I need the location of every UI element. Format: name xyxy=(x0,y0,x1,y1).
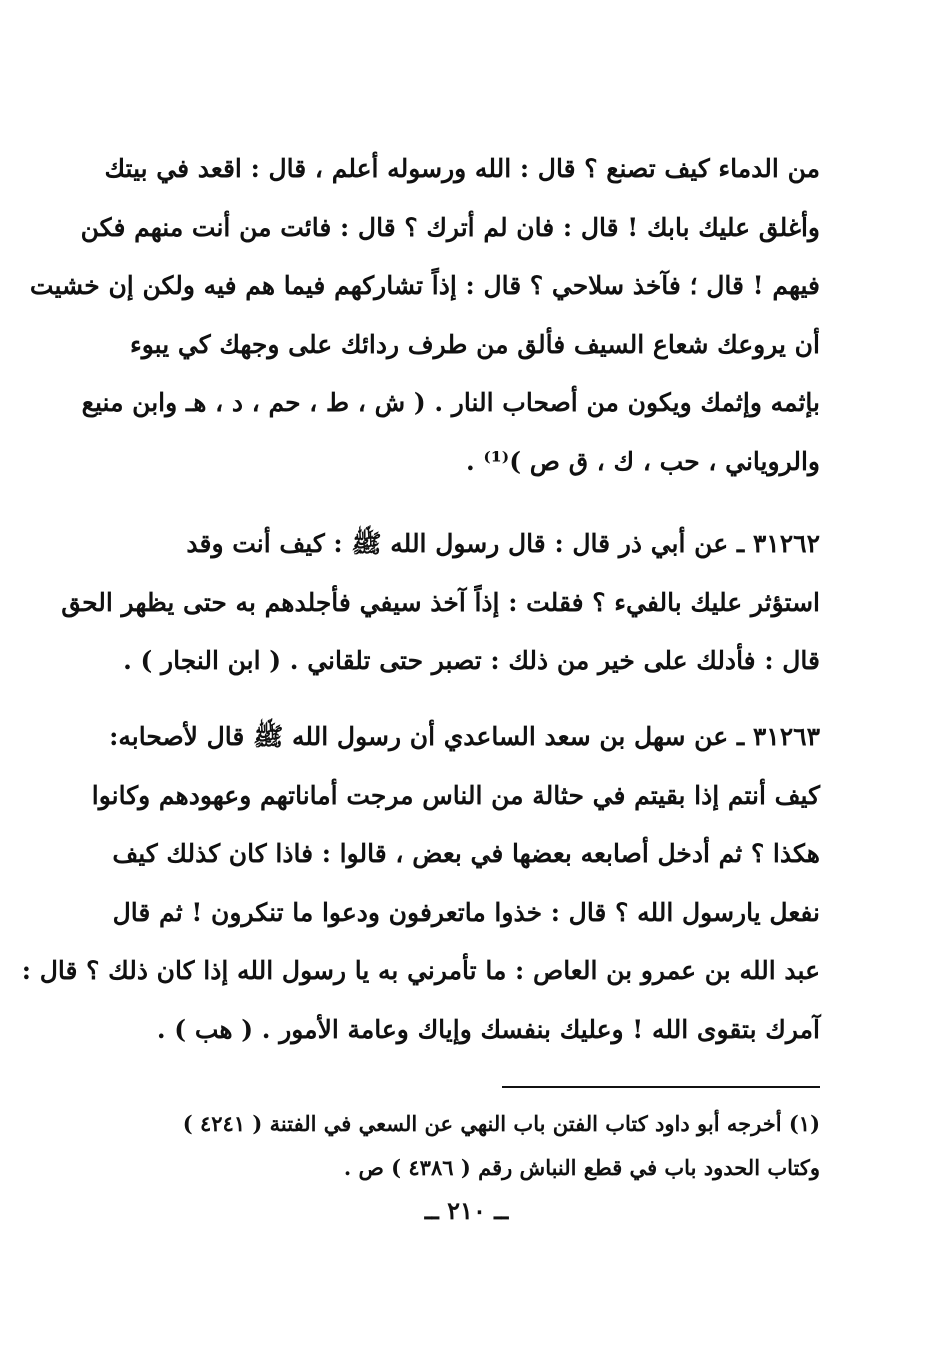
paragraph-hadith-continuation xyxy=(29,140,820,492)
text-line: ٣١٢٦٢ ـ عن أبي ذر قال : قال رسول الله ﷺ : كيف أنت وقد xyxy=(186,529,820,558)
text-line: والروياني ، حب ، ك ، ق ص )⁽¹⁾ . xyxy=(465,446,820,476)
text-line: نفعل يارسول الله ؟ قال : خذوا ماتعرفون ودعوا ما تنكرون ! ثم قال xyxy=(112,897,820,927)
footnote xyxy=(112,1102,820,1190)
text-line: آمرك بتقوى الله ! وعليك بنفسك وإياك وعامة الأمور . ( هب ) . xyxy=(156,1014,820,1044)
text-line: من الدماء كيف تصنع ؟ قال : الله ورسوله أعلم ، قال : اقعد في بيتك xyxy=(104,154,820,183)
text-line: أن يروعك شعاع السيف فألق من طرف ردائك على وجهك كي يبوء xyxy=(130,329,820,359)
text-line: وأغلق عليك بابك ! قال : فان لم أترك ؟ قال : فائت من أنت منهم فكن xyxy=(80,212,820,242)
footnote-divider xyxy=(502,1086,820,1088)
text-line: فيهم ! قال ؛ فآخذ سلاحي ؟ قال : إذاً تشاركهم فيما هم فيه ولكن إن خشيت xyxy=(29,271,820,301)
text-line: كيف أنتم إذا بقيتم في حثالة من الناس مرجت أماناتهم وعهودهم وكانوا xyxy=(91,780,820,810)
text-line: استؤثر عليك بالفيء ؟ فقلت : إذاً آخذ سيفي فأجلدهم به حتى يظهر الحق xyxy=(61,587,820,617)
text-line: عبد الله بن عمرو بن العاص : ما تأمرني به يا رسول الله إذا كان ذلك ؟ قال : xyxy=(21,956,820,986)
text-line: هكذا ؟ ثم أدخل أصابعه بعضها في بعض ، قالوا : فاذا كان كذلك كيف xyxy=(112,839,820,869)
text-line: بإثمه وإثمك ويكون من أصحاب النار . ( ش ، ط ، حم ، د ، هـ وابن منيع xyxy=(81,388,820,418)
paragraph-hadith-31263 xyxy=(21,708,820,1060)
text-line: ٣١٢٦٣ ـ عن سهل بن سعد الساعدي أن رسول الله ﷺ قال لأصحابه: xyxy=(109,722,820,751)
footnote-line: وكتاب الحدود باب في قطع النباش رقم ( ٤٣٨٦ ) ص . xyxy=(343,1155,820,1180)
paragraph-hadith-31262 xyxy=(61,515,820,691)
page-number: ــ ٢١٠ ــ xyxy=(424,1196,509,1225)
text-line: قال : فأدلك على خير من ذلك : تصبر حتى تلقاني . ( ابن النجار ) . xyxy=(123,646,820,676)
footnote-line: (١) أخرجه أبو داود كتاب الفتن باب النهي عن السعي في الفتنة ( ٤٢٤١ ) xyxy=(182,1111,820,1136)
